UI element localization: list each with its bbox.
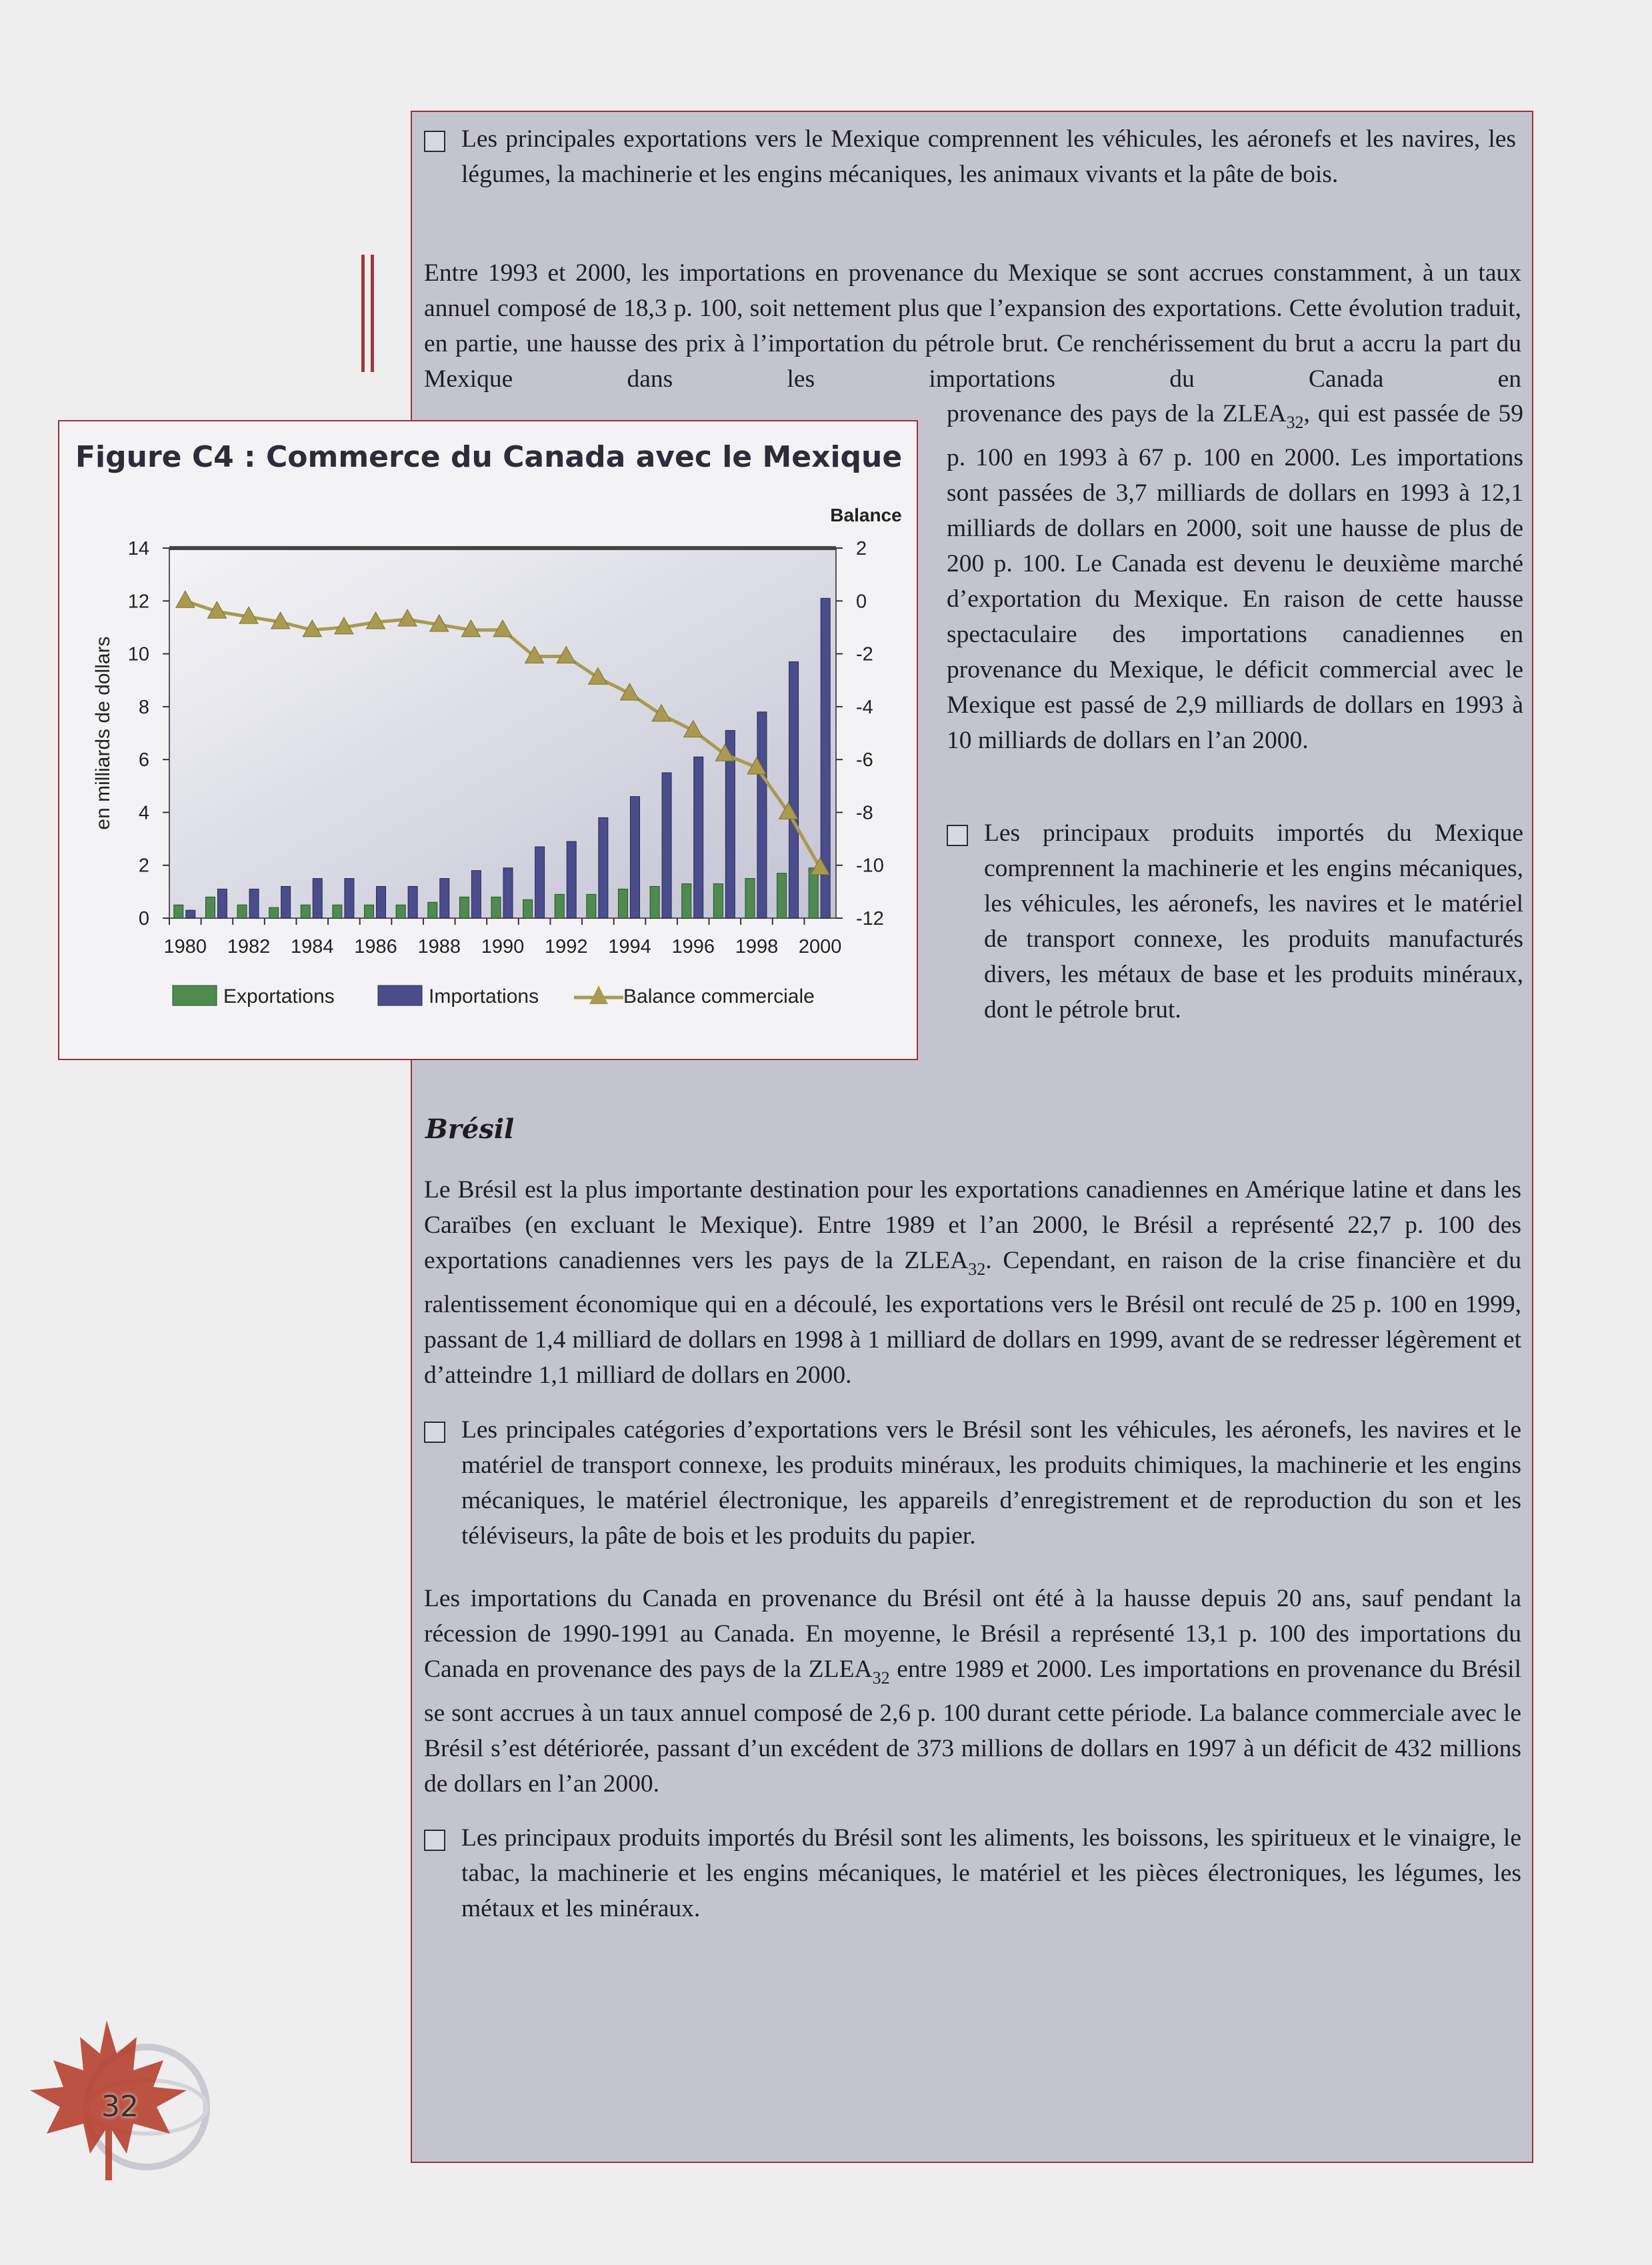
bar-exportations — [777, 873, 787, 918]
bar-importations — [217, 889, 227, 918]
x-tick-label: 1990 — [481, 936, 525, 957]
x-tick-label: 1986 — [354, 936, 397, 957]
y2-tick-label: -4 — [856, 696, 873, 718]
paragraph-mexico-imports — [424, 255, 1521, 397]
bar-exportations — [745, 879, 755, 918]
bar-exportations — [809, 868, 818, 918]
subscript: 32 — [872, 1668, 890, 1688]
y2-tick-label: 0 — [856, 591, 867, 613]
bar-exportations — [555, 894, 564, 918]
bar-exportations — [491, 897, 501, 918]
bar-importations — [408, 886, 417, 918]
subscript: 32 — [1286, 413, 1304, 432]
bar-exportations — [365, 905, 374, 918]
bar-importations — [281, 886, 291, 918]
bar-exportations — [713, 883, 723, 918]
bar-importations — [471, 871, 481, 918]
bar-exportations — [650, 886, 659, 918]
y-tick-label: 0 — [138, 908, 149, 929]
legend-marker-balance — [589, 985, 608, 1004]
x-tick-label: 1984 — [291, 936, 334, 957]
bar-importations — [757, 712, 767, 918]
accent-rule — [371, 255, 374, 372]
x-tick-label: 1988 — [417, 936, 461, 957]
bar-importations — [377, 886, 386, 918]
y-tick-label: 4 — [138, 802, 149, 824]
y-axis-label: en milliards de dollars — [92, 636, 114, 830]
bar-exportations — [682, 883, 691, 918]
bar-exportations — [205, 897, 215, 918]
bullet-text: Les principaux produits importés du Mexique comprennent la machinerie et les engins mécaniques, les véhicules, les aéronefs, les navires et le matériel de transport connexe, les produits manufacturés divers, les métaux de base et les produits minéraux, dont le pétrole brut. — [984, 819, 1523, 1023]
bar-exportations — [587, 894, 596, 918]
bar-exportations — [459, 897, 469, 918]
y-tick-label: 8 — [138, 696, 149, 718]
checkbox-icon — [424, 131, 445, 152]
section-heading-bresil: Brésil — [425, 1113, 515, 1145]
paragraph-text: , qui est passée de 59 p. 100 en 1993 à 67 p. 100 en 2000. Les importations sont passées de 3,7 milliards de dollars en 1993 à 12,1 milliards de dollars en 2000, soit une hausse de plus de 200 p. 100. Le Canada est devenu le deuxième marché d’exportation du Mexique. En raison de cette hausse spectaculaire des importations canadiennes en provenance du Mexique, le déficit commercial avec le Mexique est passé de 2,9 milliards de dollars en 1993 à 10 milliards de dollars en l’an 2000. — [947, 400, 1523, 754]
bullet-mexico-exports — [424, 121, 1516, 192]
bar-importations — [313, 879, 322, 918]
y-tick-label: 6 — [138, 749, 149, 771]
y2-tick-label: 2 — [856, 538, 867, 559]
y2-axis-label: Balance — [830, 505, 902, 525]
y-tick-label: 10 — [127, 643, 149, 665]
checkbox-icon — [424, 1422, 445, 1443]
bar-exportations — [333, 905, 342, 918]
y2-tick-label: -12 — [856, 908, 884, 929]
checkbox-icon — [947, 825, 968, 846]
trade-chart — [59, 421, 919, 1061]
figure-title: Figure C4 : Commerce du Canada avec le Mexique — [75, 440, 903, 474]
figure-c4 — [58, 420, 918, 1060]
paragraph-text: Entre 1993 et 2000, les importations en provenance du Mexique se sont accrues constamment, à un taux annuel composé de 18,3 p. 100, soit nettement plus que l’expansion des exportations. Cette évolution traduit, en partie, une hausse des prix à l’importation du pétrole brut. Ce renchérissement du brut a accru la part du Mexique dans les importations du Canada en — [424, 259, 1521, 393]
y2-tick-label: -6 — [856, 749, 873, 771]
bar-importations — [345, 879, 354, 918]
paragraph-text: provenance des pays de la ZLEA — [947, 400, 1287, 427]
legend-swatch-exportations — [173, 985, 217, 1005]
y-tick-label: 14 — [127, 538, 149, 559]
bar-exportations — [523, 899, 533, 918]
bullet-text: Les principales exportations vers le Mexique comprennent les véhicules, les aéronefs et les navires, les légumes, la machinerie et les engins mécaniques, les animaux vivants et la pâte de bois. — [461, 125, 1516, 188]
paragraph-text: Les importations du Canada en provenance du Brésil ont été à la hausse depuis 20 ans, sauf pendant la récession de 1990-1991 au Canada. En moyenne, le Brésil a représenté 13,1 p. 100 des importations du Canada en provenance des pays de la ZLEA — [424, 1585, 1521, 1683]
bar-importations — [789, 661, 799, 918]
page-number: 32 — [101, 2090, 139, 2124]
paragraph-brazil-exports — [424, 1172, 1521, 1393]
y2-tick-label: -2 — [856, 643, 873, 665]
bar-exportations — [618, 889, 627, 918]
bar-importations — [662, 773, 671, 918]
bar-importations — [630, 797, 639, 918]
y2-tick-label: -10 — [856, 855, 884, 877]
bar-importations — [186, 910, 195, 918]
paragraph-mexico-imports-cont — [947, 396, 1523, 758]
bullet-brazil-imports — [424, 1820, 1521, 1926]
legend-swatch-importations — [378, 985, 422, 1005]
x-tick-label: 1994 — [608, 936, 651, 957]
bullet-brazil-exports — [424, 1412, 1521, 1554]
plot-area — [169, 548, 836, 918]
bar-exportations — [301, 905, 310, 918]
paragraph-brazil-imports — [424, 1581, 1521, 1802]
x-tick-label: 1980 — [163, 936, 207, 957]
x-tick-label: 1996 — [671, 936, 715, 957]
x-tick-label: 1992 — [544, 936, 588, 957]
legend-label-exportations: Exportations — [223, 985, 335, 1007]
paragraph-text: Le Brésil est la plus importante destination pour les exportations canadiennes en Amérique latine et dans les Caraïbes (en excluant le Mexique). Entre 1989 et l’an 2000, le Brésil a représenté 22,7 p. 100 des exportations canadiennes vers les pays de la ZLEA — [424, 1176, 1521, 1274]
x-tick-label: 1998 — [735, 936, 779, 957]
bar-importations — [249, 889, 259, 918]
bar-importations — [503, 868, 513, 918]
x-tick-label: 2000 — [798, 936, 842, 957]
bar-exportations — [237, 905, 247, 918]
bullet-text: Les principales catégories d’exportations vers le Brésil sont les véhicules, les aéronefs, les navires et le matériel de transport connexe, les produits minéraux, les produits chimiques, la machinerie et les engins mécaniques, le matériel électronique, les appareils d’enregistrement et de reproduction du son et les téléviseurs, la pâte de bois et les produits du papier. — [461, 1416, 1521, 1550]
checkbox-icon — [424, 1830, 445, 1851]
paragraph-text: . Cependant, en raison de la crise financière et du ralentissement économique qui en a découlé, les exportations vers le Brésil ont reculé de 25 p. 100 en 1999, passant de 1,4 milliard de dollars en 1998 à 1 milliard de dollars en 1999, avant de se redresser légèrement et d’atteindre 1,1 milliard de dollars en 2000. — [424, 1247, 1521, 1389]
bar-importations — [599, 817, 608, 918]
bar-exportations — [396, 905, 405, 918]
bar-importations — [567, 841, 576, 918]
bar-importations — [694, 757, 703, 918]
bar-importations — [440, 879, 449, 918]
x-tick-label: 1982 — [227, 936, 271, 957]
legend-label-balance: Balance commerciale — [623, 985, 815, 1007]
y-tick-label: 12 — [127, 591, 149, 613]
y2-tick-label: -8 — [856, 802, 873, 824]
bullet-mexico-imports — [947, 815, 1523, 1027]
bar-importations — [535, 847, 545, 918]
y-tick-label: 2 — [138, 855, 149, 877]
paragraph-text: entre 1989 et 2000. Les importations en provenance du Brésil se sont accrues à un taux annuel composé de 2,6 p. 100 durant cette période. La balance commerciale avec le Brésil s’est détériorée, passant d’un excédent de 373 millions de dollars en 1997 à un déficit de 432 millions de dollars en l’an 2000. — [424, 1656, 1521, 1798]
bar-exportations — [269, 907, 279, 918]
bar-exportations — [428, 902, 437, 918]
legend-label-importations: Importations — [429, 985, 539, 1007]
subscript: 32 — [968, 1260, 986, 1279]
bullet-text: Les principaux produits importés du Brésil sont les aliments, les boissons, les spiritueux et le vinaigre, le tabac, la machinerie et les engins mécaniques, le matériel et les pièces électroniques, les légumes, les métaux et les minéraux. — [461, 1824, 1521, 1922]
bar-exportations — [174, 905, 183, 918]
accent-rule — [361, 255, 365, 372]
